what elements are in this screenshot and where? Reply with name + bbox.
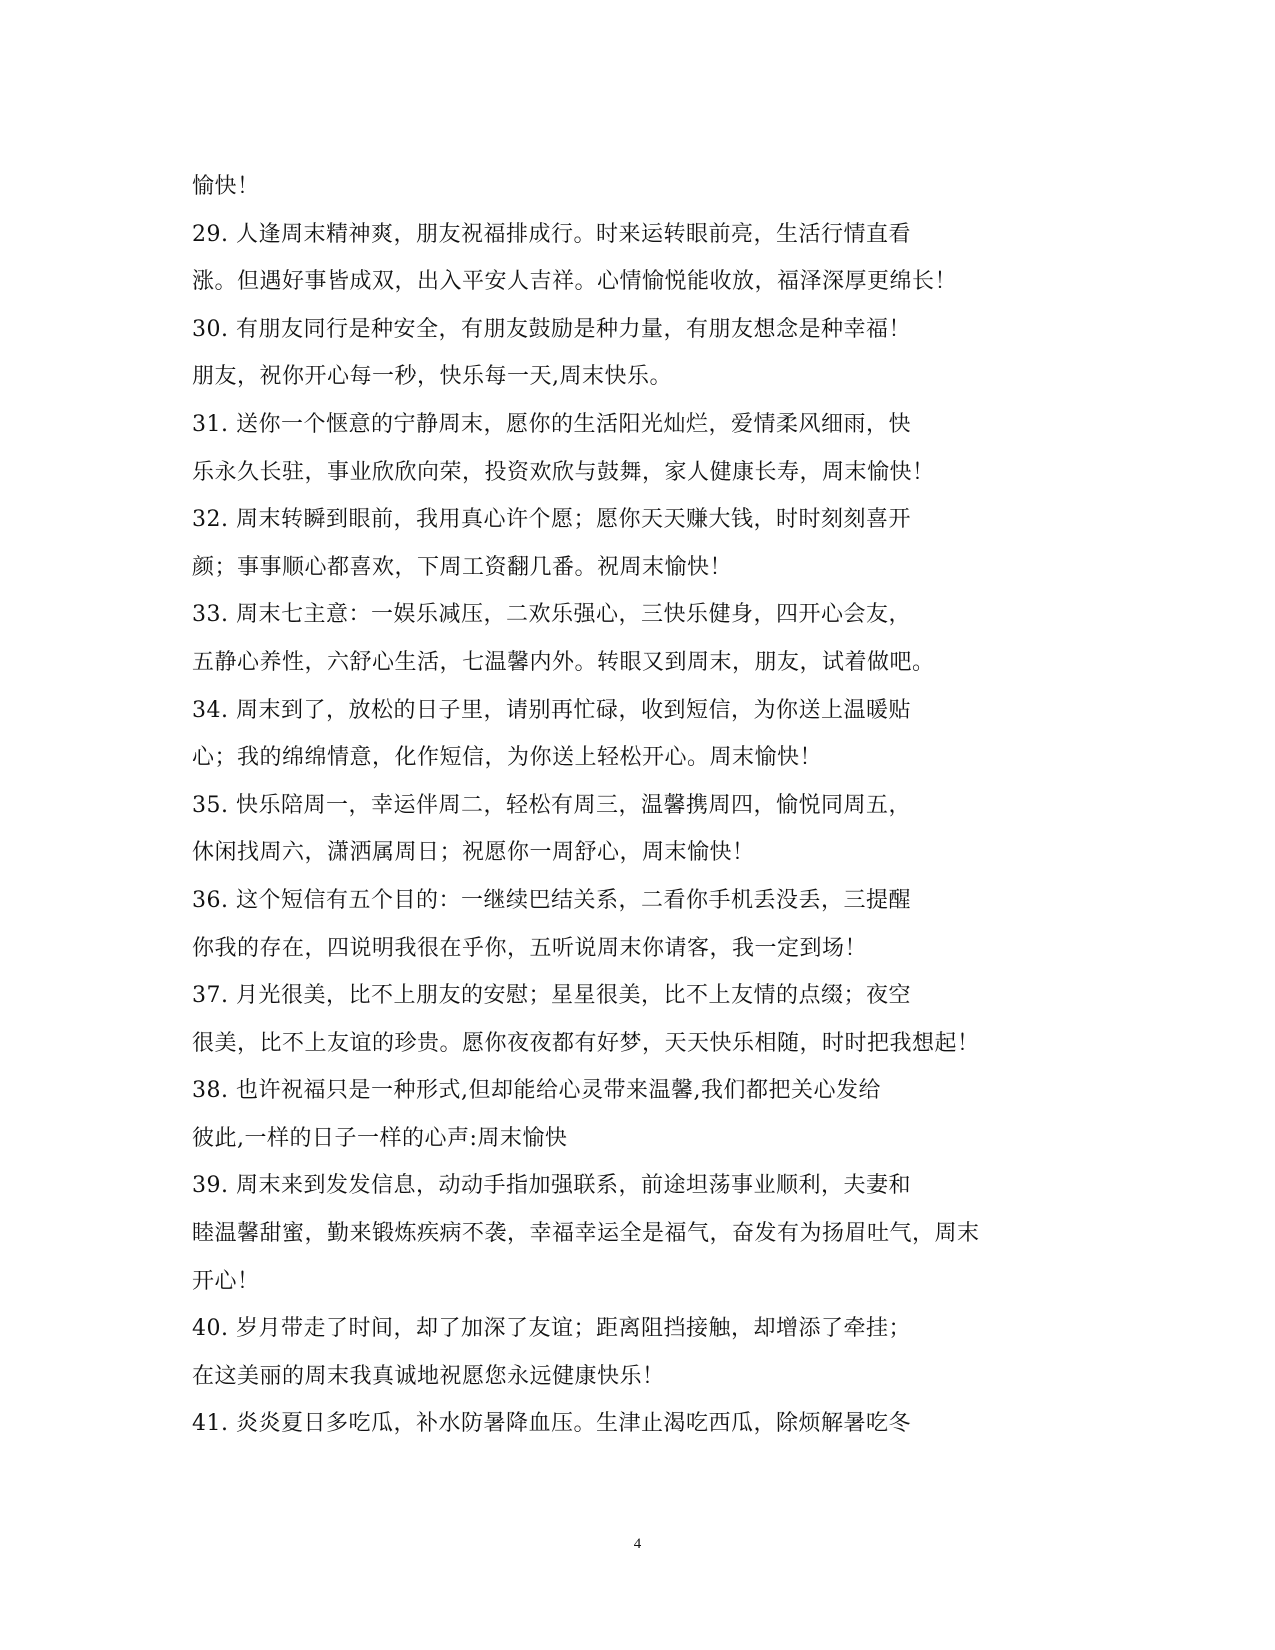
text-line: 34. 周末到了，放松的日子里，请别再忙碌，收到短信，为你送上温暖贴 bbox=[192, 697, 911, 723]
text-line: 30. 有朋友同行是种安全，有朋友鼓励是种力量，有朋友想念是种幸福！ bbox=[192, 316, 911, 342]
text-line: 朋友，祝你开心每一秒，快乐每一天,周末快乐。 bbox=[192, 364, 672, 390]
text-line: 睦温馨甜蜜，勤来锻炼疾病不袭，幸福幸运全是福气，奋发有为扬眉吐气，周末 bbox=[192, 1221, 980, 1247]
text-line: 愉快！ bbox=[192, 174, 260, 199]
text-line: 40. 岁月带走了时间，却了加深了友谊；距离阻挡接触，却增添了牵挂； bbox=[192, 1316, 911, 1342]
text-line: 35. 快乐陪周一，幸运伴周二，轻松有周三，温馨携周四，愉悦同周五， bbox=[192, 792, 911, 818]
page-number: 4 bbox=[633, 1536, 642, 1552]
text-line: 36. 这个短信有五个目的：一继续巴结关系，二看你手机丢没丢，三提醒 bbox=[192, 887, 911, 913]
text-line: 乐永久长驻，事业欣欣向荣，投资欢欣与鼓舞，家人健康长寿，周末愉快！ bbox=[192, 459, 935, 485]
text-line: 33. 周末七主意：一娱乐减压，二欢乐强心，三快乐健身，四开心会友， bbox=[192, 602, 911, 628]
text-line: 38. 也许祝福只是一种形式,但却能给心灵带来温馨,我们都把关心发给 bbox=[192, 1078, 881, 1104]
text-line: 休闲找周六，潇洒属周日；祝愿你一周舒心，周末愉快！ bbox=[192, 840, 755, 866]
text-line: 39. 周末来到发发信息，动动手指加强联系，前途坦荡事业顺利，夫妻和 bbox=[192, 1173, 911, 1199]
text-line: 开心！ bbox=[192, 1268, 260, 1294]
text-line: 41. 炎炎夏日多吃瓜，补水防暑降血压。生津止渴吃西瓜，除烦解暑吃冬 bbox=[192, 1411, 911, 1437]
text-line: 29. 人逢周末精神爽，朋友祝福排成行。时来运转眼前亮，生活行情直看 bbox=[192, 221, 911, 247]
text-line: 32. 周末转瞬到眼前，我用真心许个愿；愿你天天赚大钱，时时刻刻喜开 bbox=[192, 507, 911, 533]
text-line: 五静心养性，六舒心生活，七温馨内外。转眼又到周末，朋友，试着做吧。 bbox=[192, 649, 935, 675]
text-line: 很美，比不上友谊的珍贵。愿你夜夜都有好梦，天天快乐相随，时时把我想起！ bbox=[192, 1030, 980, 1056]
text-line: 你我的存在，四说明我很在乎你，五听说周末你请客，我一定到场！ bbox=[192, 935, 868, 961]
body-text bbox=[192, 163, 1092, 1448]
text-line: 颜；事事顺心都喜欢，下周工资翻几番。祝周末愉快！ bbox=[192, 554, 733, 580]
text-line: 在这美丽的周末我真诚地祝愿您永远健康快乐！ bbox=[192, 1363, 665, 1389]
text-line: 彼此,一样的日子一样的心声:周末愉快 bbox=[192, 1125, 568, 1151]
text-line: 31. 送你一个惬意的宁静周末，愿你的生活阳光灿烂，爱情柔风细雨，快 bbox=[192, 411, 911, 437]
text-line: 37. 月光很美，比不上朋友的安慰；星星很美，比不上友情的点缀；夜空 bbox=[192, 983, 911, 1009]
text-line: 涨。但遇好事皆成双，出入平安人吉祥。心情愉悦能收放，福泽深厚更绵长！ bbox=[192, 269, 958, 295]
text-line: 心；我的绵绵情意，化作短信，为你送上轻松开心。周末愉快！ bbox=[192, 745, 823, 771]
